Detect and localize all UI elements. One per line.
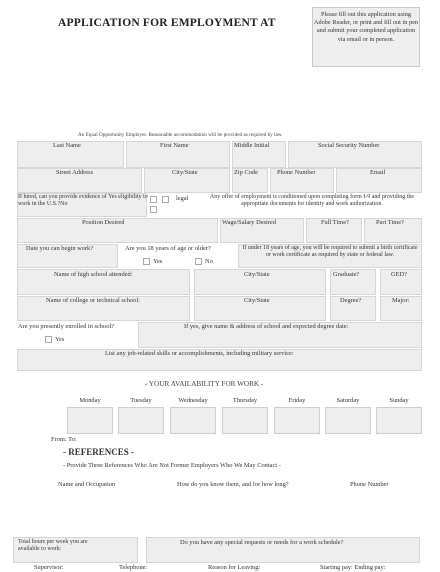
zip-code-label: Zip Code [234, 169, 258, 176]
last-name-label: Last Name [53, 142, 81, 149]
legal-label: legal [176, 195, 189, 202]
wage-label: Wage/Salary Desired [222, 219, 276, 226]
city-state-label: City/State [172, 169, 198, 176]
day-label-saturday: Saturday [336, 397, 360, 404]
under18-notice: If under 18 years of age, you will be required to submit a birth certificate or work certificate as required by state or federal law. [242, 245, 418, 258]
wednesday-hours-field[interactable] [170, 407, 216, 434]
first-name-label: First Name [160, 142, 189, 149]
supervisor-label: Supervisor: [34, 564, 64, 571]
age-yes-label: Yes [153, 258, 163, 265]
day-label-thursday: Thursday [232, 397, 258, 404]
phone-label: Phone Number [277, 169, 316, 176]
age-no-label: No [205, 258, 213, 265]
sunday-hours-field[interactable] [376, 407, 422, 434]
day-label-friday: Friday [288, 397, 306, 404]
legal-checkbox[interactable] [162, 196, 169, 203]
pay-label: Starting pay: Ending pay: [320, 564, 386, 571]
age-no-checkbox[interactable] [195, 258, 202, 265]
age-question: Are you 18 years of age or older? [125, 245, 211, 252]
ref-name-occupation-label: Name and Occupation [58, 481, 116, 488]
enrolled-yes-label: Yes [55, 336, 65, 343]
part-time-label: Part Time? [376, 219, 404, 226]
major-label: Major: [392, 297, 410, 304]
graduate-label: Graduate? [333, 271, 360, 278]
age-yes-checkbox[interactable] [143, 258, 150, 265]
hs-city-state-label: City/State [244, 271, 270, 278]
eligibility-yes-checkbox[interactable] [150, 196, 157, 203]
college-label: Name of college or technical school: [46, 297, 140, 304]
thursday-hours-field[interactable] [222, 407, 268, 434]
enrolled-yes-checkbox[interactable] [45, 336, 52, 343]
reason-for-leaving-label: Reason for Leaving: [208, 564, 261, 571]
street-address-label: Street Address [56, 169, 94, 176]
middle-initial-label: Middle Initial [234, 142, 270, 149]
ssn-label: Social Security Number [318, 142, 380, 149]
total-hours-label: Total hours per week you are available to work: [18, 539, 88, 552]
eeo-statement: An Equal Opportunity Employer. Reasonable accommodation will be provided as required by law. [78, 132, 283, 138]
college-city-state-label: City/State [244, 297, 270, 304]
email-label: Email [370, 169, 386, 176]
school-address-label: If yes, give name & address of school and expected degree date: [184, 323, 349, 330]
references-instruction: - Provide Three References Who Are Not Former Employers Who We May Contact - [63, 462, 281, 469]
ged-label: GED? [391, 271, 407, 278]
monday-hours-field[interactable] [67, 407, 113, 434]
ref-how-know-label: How do you know them, and for how long? [177, 481, 289, 488]
availability-heading: - YOUR AVAILABILITY FOR WORK - [145, 380, 264, 388]
full-time-label: Full Time? [321, 219, 349, 226]
i9-notice: Any offer of employment is conditioned upon completing form I-9 and providing the appropriate documents for identity and work authorization. [209, 194, 415, 207]
high-school-label: Name of high school attended: [54, 271, 133, 278]
day-label-tuesday: Tuesday [130, 397, 152, 404]
position-desired-label: Position Desired [82, 219, 125, 226]
eligibility-question: If hired, can you provide evidence of Yes eligibility to work in the U.S.?No [18, 194, 148, 207]
day-label-sunday: Sunday [389, 397, 409, 404]
eligibility-no-checkbox[interactable] [150, 206, 157, 213]
friday-hours-field[interactable] [274, 407, 320, 434]
from-to-label: From: To: [51, 436, 77, 443]
special-requests-label: Do you have any special requests or needs for a work schedule? [180, 539, 344, 546]
degree-label: Degree? [340, 297, 362, 304]
tuesday-hours-field[interactable] [118, 407, 164, 434]
skills-label: List any job-related skills or accomplishments, including military service: [105, 350, 294, 357]
start-date-label: Date you can begin work? [26, 245, 94, 252]
telephone-label: Telephone: [119, 564, 148, 571]
references-heading: - REFERENCES - [63, 447, 135, 457]
day-label-monday: Monday [79, 397, 101, 404]
saturday-hours-field[interactable] [325, 407, 371, 434]
ref-phone-label: Phone Number [350, 481, 389, 488]
day-label-wednesday: Wednesday [178, 397, 208, 404]
page-title: APPLICATION FOR EMPLOYMENT AT [58, 17, 276, 29]
instructions-notice: Please fill out this application using Adobe Reader, or print and fill out in pen and submit your completed application via email or in person. [312, 7, 420, 67]
enrolled-question: Are you presently enrolled in school? [18, 323, 115, 330]
